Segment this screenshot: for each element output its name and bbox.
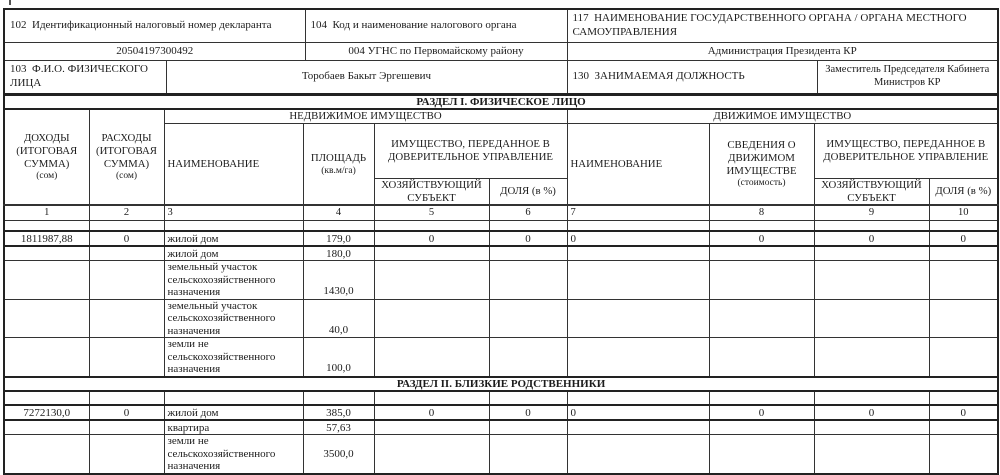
table-cell: 57,63 [303,420,374,435]
table-cell [567,391,709,405]
field-102-value: 20504197300492 [4,42,305,61]
table-cell [567,420,709,435]
table-cell [709,299,814,338]
table-cell [374,246,489,261]
table-cell: 4 [303,205,374,221]
table-cell [4,435,89,474]
table-cell [303,391,374,405]
table-row [4,205,998,221]
info-labels-row [4,9,998,42]
header-expenses-unit: (сом) [115,171,138,182]
declaration-page [3,8,997,475]
table-cell: земли не сельскохозяйственного назначения [164,338,303,377]
table-cell [489,435,567,474]
table-cell: 0 [814,231,929,246]
table-cell: земельный участок сельскохозяйственного назначения [164,261,303,300]
table-cell [374,391,489,405]
table-cell [4,246,89,261]
table-cell: 179,0 [303,231,374,246]
table-cell [89,420,164,435]
header-expenses-title: РАСХОДЫ (ИТОГОВАЯ СУММА) [96,132,157,170]
header-name-movable: НАИМЕНОВАНИЕ [567,123,709,205]
header-entity-movable: ХОЗЯЙСТВУЮЩИЙ СУБЪЕКТ [814,178,929,205]
table-cell: 5 [374,205,489,221]
table-cell [4,261,89,300]
table-cell [89,299,164,338]
table-cell [567,299,709,338]
table-cell [89,435,164,474]
table-cell: 0 [489,405,567,420]
declarant-info-table [3,8,999,95]
table-cell: 0 [567,405,709,420]
field-103-value: Торобаев Бакыт Эргешевич [166,61,567,94]
table-cell [89,261,164,300]
table-cell [814,338,929,377]
header-movable-info [709,123,814,205]
table-cell [303,221,374,232]
header-trust-immovable: ИМУЩЕСТВО, ПЕРЕДАННОЕ В ДОВЕРИТЕЛЬНОЕ УПРАВЛЕНИЕ [374,123,567,178]
table-cell: 10 [929,205,998,221]
table-cell [814,299,929,338]
table-cell: 0 [929,231,998,246]
table-cell: 0 [89,405,164,420]
header-movable-info-title: СВЕДЕНИЯ О ДВИЖИМОМ ИМУЩЕСТВЕ [726,139,797,177]
field-117-label: 117 НАИМЕНОВАНИЕ ГОСУДАРСТВЕННОГО ОРГАНА / ОРГАНА МЕСТНОГО САМОУПРАВЛЕНИЯ [567,9,998,42]
declaration-table-body [4,205,998,474]
header-area-unit: (кв.м/га) [321,165,356,176]
table-cell [89,221,164,232]
table-cell [374,435,489,474]
section1-title-row [4,95,998,110]
header-income-title: ДОХОДЫ (ИТОГОВАЯ СУММА) [16,132,78,170]
table-cell: 0 [374,231,489,246]
banner-immovable-property: НЕДВИЖИМОЕ ИМУЩЕСТВО [164,109,567,123]
table-cell: жилой дом [164,246,303,261]
table-cell [929,420,998,435]
field-104-value: 004 УГНС по Первомайскому району [305,42,567,61]
table-cell [489,391,567,405]
table-cell [374,261,489,300]
table-cell [4,221,89,232]
table-cell: 0 [814,405,929,420]
table-cell [374,299,489,338]
table-cell [4,391,89,405]
table-cell [567,261,709,300]
table-cell [929,261,998,300]
table-cell: 1811987,88 [4,231,89,246]
header-area [303,123,374,205]
header-income-unit: (сом) [36,171,58,182]
table-cell: земли не сельскохозяйственного назначения [164,435,303,474]
table-cell: 7272130,0 [4,405,89,420]
table-cell: 0 [709,405,814,420]
table-cell: 8 [709,205,814,221]
table-row [4,420,998,435]
table-cell [814,261,929,300]
field-103-label: 103 Ф.И.О. ФИЗИЧЕСКОГО ЛИЦА [4,61,166,94]
header-movable-info-unit: (стоимость) [737,178,786,189]
table-cell [89,246,164,261]
table-cell [709,435,814,474]
table-cell [929,338,998,377]
table-cell [709,420,814,435]
table-cell: 0 [89,231,164,246]
table-cell: 6 [489,205,567,221]
table-cell [709,221,814,232]
table-cell [929,299,998,338]
table-cell [814,246,929,261]
table-cell [567,338,709,377]
table-cell: земельный участок сельскохозяйственного назначения [164,299,303,338]
table-cell [489,221,567,232]
table-cell: 1 [4,205,89,221]
field-130-value: Заместитель Председателя Кабинета Министров КР [817,61,998,94]
section2-title-row [4,377,998,392]
table-cell: 9 [814,205,929,221]
table-cell [929,246,998,261]
table-cell [929,221,998,232]
header-income [4,109,89,205]
header-share-immovable: ДОЛЯ (в %) [489,178,567,205]
header-area-title: ПЛОЩАДЬ [310,151,367,164]
table-cell [489,246,567,261]
table-cell [709,261,814,300]
field-117-value: Администрация Президента КР [567,42,998,61]
table-cell [929,435,998,474]
table-cell: 180,0 [303,246,374,261]
table-cell [374,338,489,377]
scan-artifact-tick [9,0,11,5]
table-cell [4,299,89,338]
table-row [4,338,998,377]
table-cell [814,420,929,435]
table-cell [89,338,164,377]
table-cell [709,246,814,261]
section2-title: РАЗДЕЛ II. БЛИЗКИЕ РОДСТВЕННИКИ [4,377,998,392]
table-cell [374,420,489,435]
table-cell [164,391,303,405]
table-cell [929,391,998,405]
declaration-table [3,94,999,475]
header-trust-movable: ИМУЩЕСТВО, ПЕРЕДАННОЕ В ДОВЕРИТЕЛЬНОЕ УПРАВЛЕНИЕ [814,123,998,178]
table-row [4,246,998,261]
table-row [4,299,998,338]
table-cell [567,246,709,261]
table-cell [709,338,814,377]
table-cell: 0 [709,231,814,246]
declaration-table-head [4,95,998,206]
table-cell [489,261,567,300]
table-row [4,405,998,420]
table-cell [4,338,89,377]
table-cell: жилой дом [164,231,303,246]
header-expenses [89,109,164,205]
table-cell: 1430,0 [303,261,374,300]
table-cell: квартира [164,420,303,435]
table-cell [4,420,89,435]
table-cell [567,435,709,474]
table-cell [89,391,164,405]
info-person-row [4,61,998,94]
field-130-label: 130 ЗАНИМАЕМАЯ ДОЛЖНОСТЬ [567,61,817,94]
header-share-movable: ДОЛЯ (в %) [929,178,998,205]
table-cell [567,221,709,232]
table-row [4,231,998,246]
info-values-row [4,42,998,61]
table-cell [814,391,929,405]
table-cell: 2 [89,205,164,221]
table-cell [489,299,567,338]
table-cell [489,420,567,435]
table-cell: 100,0 [303,338,374,377]
table-cell [374,221,489,232]
field-102-label: 102 Идентификационный налоговый номер декларанта [4,9,305,42]
table-cell [164,221,303,232]
header-name-immovable: НАИМЕНОВАНИЕ [164,123,303,205]
table-cell: 3 [164,205,303,221]
table-cell [489,338,567,377]
banner-row [4,109,998,123]
table-cell [814,435,929,474]
table-row [4,435,998,474]
table-cell: 7 [567,205,709,221]
table-cell [709,391,814,405]
section1-title: РАЗДЕЛ I. ФИЗИЧЕСКОЕ ЛИЦО [4,95,998,110]
table-row [4,221,998,232]
table-row [4,261,998,300]
table-cell [814,221,929,232]
table-cell: жилой дом [164,405,303,420]
table-cell: 3500,0 [303,435,374,474]
table-cell: 0 [489,231,567,246]
table-cell: 40,0 [303,299,374,338]
table-row [4,391,998,405]
table-cell: 0 [374,405,489,420]
field-104-label: 104 Код и наименование налогового органа [305,9,567,42]
table-cell: 0 [929,405,998,420]
table-cell: 385,0 [303,405,374,420]
header-entity-immovable: ХОЗЯЙСТВУЮЩИЙ СУБЪЕКТ [374,178,489,205]
table-cell: 0 [567,231,709,246]
banner-movable-property: ДВИЖИМОЕ ИМУЩЕСТВО [567,109,998,123]
